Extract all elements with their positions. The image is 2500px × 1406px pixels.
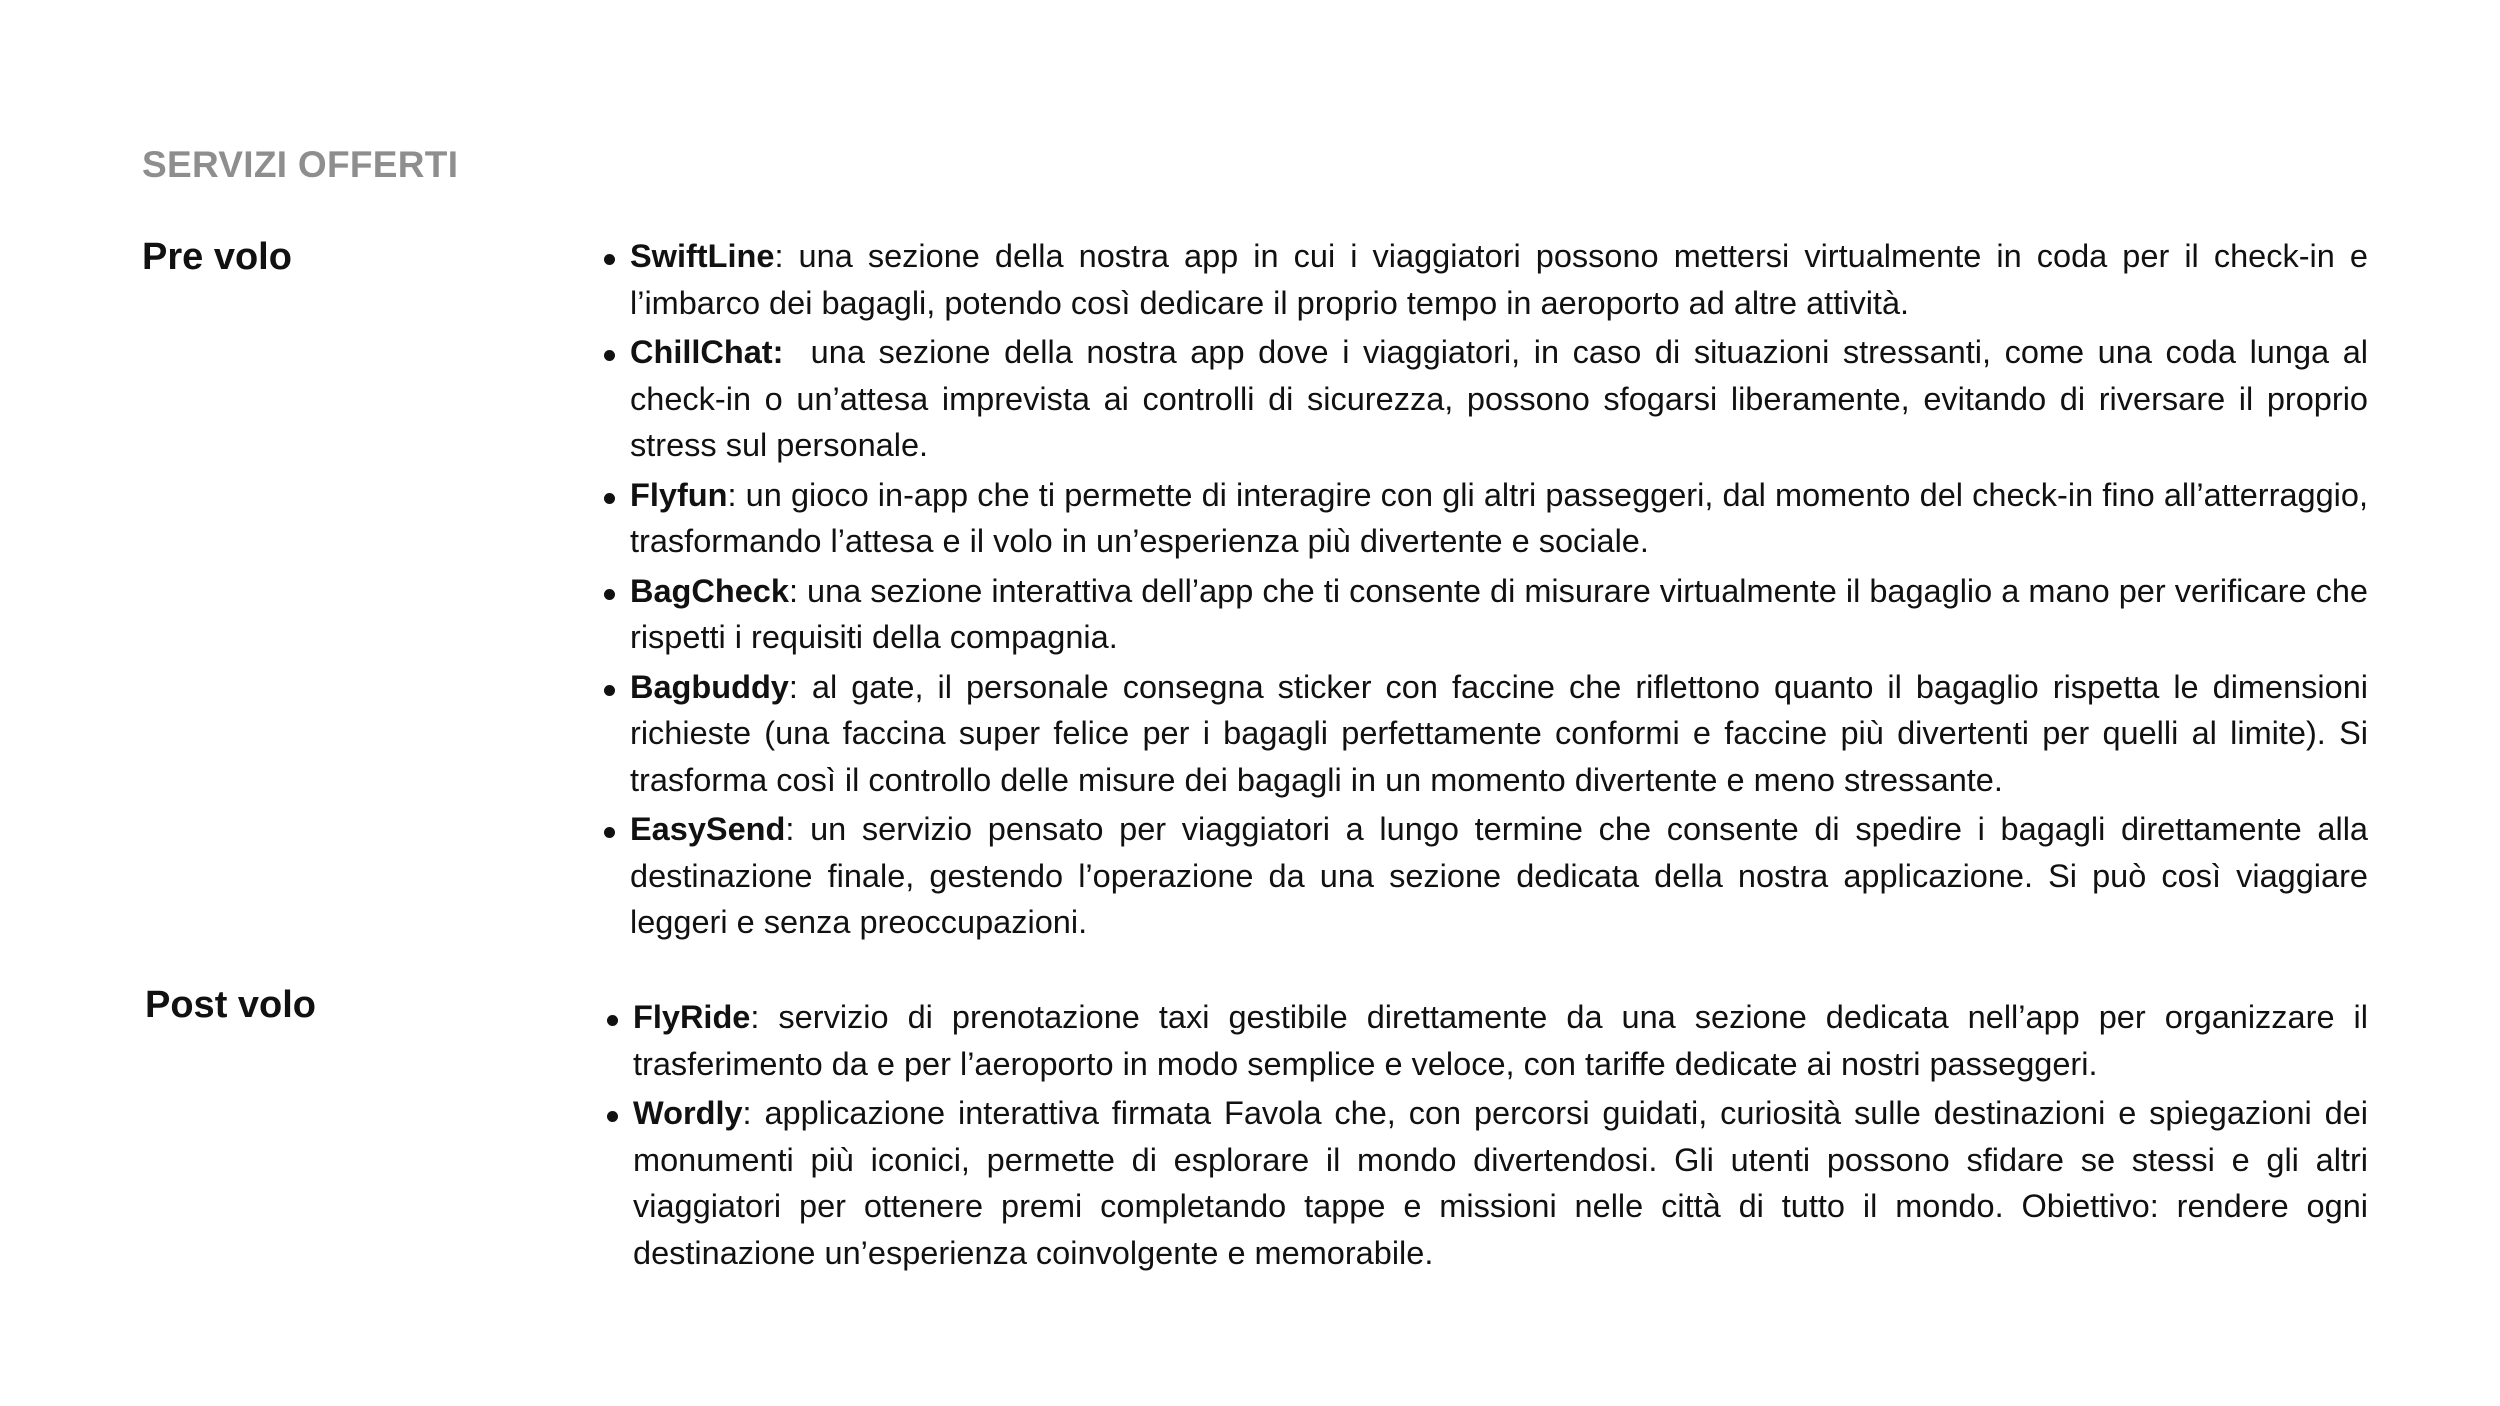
page-title: SERVIZI OFFERTI xyxy=(142,144,459,185)
service-description: un servizio pensato per viaggiatori a lungo termine che consente di spedire i bagagli direttamente alla destinazione finale, gestendo l’operazione da una sezione dedicata della nostra applicazione. Si può così viaggiare leggeri e senza preoccupazioni. xyxy=(630,811,2368,940)
service-description: servizio di prenotazione taxi gestibile direttamente da una sezione dedicata nell’app per organizzare il trasferimento da e per l’aeroporto in modo semplice e veloce, con tariffe dedicate ai nostri passeggeri. xyxy=(633,999,2368,1082)
service-item-flyride xyxy=(633,994,2368,1087)
service-separator: : xyxy=(785,811,795,847)
bullet-icon xyxy=(607,1015,618,1026)
service-item-swiftline xyxy=(630,233,2368,326)
service-item-bagbuddy xyxy=(630,664,2368,804)
bullet-icon xyxy=(604,589,615,600)
bullet-icon xyxy=(607,1111,618,1122)
service-name: EasySend xyxy=(630,811,786,847)
service-description: un gioco in-app che ti permette di interagire con gli altri passeggeri, dal momento del check-in fino all’atterraggio, trasformando l’attesa e il volo in un’esperienza più divertente e sociale. xyxy=(630,476,2368,559)
service-separator: : xyxy=(750,999,760,1035)
bullet-icon xyxy=(604,350,615,361)
bullet-icon xyxy=(604,685,615,696)
service-name: SwiftLine xyxy=(630,238,775,274)
bullet-icon xyxy=(604,493,615,504)
service-list-pre-volo xyxy=(630,233,2378,949)
service-item-bagcheck xyxy=(630,568,2368,661)
service-item-chillchat xyxy=(630,329,2378,469)
bullet-icon xyxy=(604,827,615,838)
service-name: FlyRide xyxy=(633,999,751,1035)
service-separator: : xyxy=(788,668,798,705)
section-label-post-volo: Post volo xyxy=(145,984,317,1026)
service-description: una sezione della nostra app in cui i viaggiatori possono mettersi virtualmente in coda per il check-in e l’imbarco dei bagagli, potendo così dedicare il proprio tempo in aeroporto ad altre attività. xyxy=(630,238,2368,321)
service-separator: : xyxy=(727,476,737,513)
service-description: al gate, il personale consegna sticker con faccine che riflettono quanto il bagaglio rispetta le dimensioni richieste (una faccina super felice per i bagagli perfettamente conformi e faccine più divertenti per quelli al limite). Si trasforma così il controllo delle misure dei bagagli in un momento divertente e meno stressante. xyxy=(630,668,2368,798)
service-description: applicazione interattiva firmata Favola che, con percorsi guidati, curiosità sulle destinazioni e spiegazioni dei monumenti più iconici, permette di esplorare il mondo divertendosi. Gli utenti possono sfidare se stessi e gli altri viaggiatori per ottenere premi completando tappe e missioni nelle città di tutto il mondo. Obiettivo: rendere ogni destinazione un’esperienza coinvolgente e memorabile. xyxy=(633,1095,2368,1271)
service-list-post-volo xyxy=(633,994,2368,1279)
service-description: una sezione della nostra app dove i viaggiatori, in caso di situazioni stressanti, come una coda lunga al check-in o un’attesa imprevista ai controlli di sicurezza, possono sfogarsi liberamente, evitando di riversare il proprio stress sul personale. xyxy=(630,334,2378,463)
service-separator: : xyxy=(788,572,798,609)
service-name: Bagbuddy xyxy=(630,668,789,705)
service-name: BagCheck xyxy=(630,572,789,609)
service-separator: : xyxy=(742,1095,752,1131)
service-item-easysend xyxy=(630,806,2368,946)
service-name: Wordly xyxy=(633,1095,743,1131)
service-name: Flyfun xyxy=(630,476,728,513)
service-separator: : xyxy=(774,238,784,274)
service-name: ChillChat: xyxy=(630,334,784,370)
service-description: una sezione interattiva dell’app che ti consente di misurare virtualmente il bagaglio a mano per verificare che rispetti i requisiti della compagnia. xyxy=(630,572,2368,655)
section-label-pre-volo: Pre volo xyxy=(142,236,292,278)
service-item-flyfun xyxy=(630,472,2368,565)
service-item-wordly xyxy=(633,1090,2368,1276)
bullet-icon xyxy=(604,254,615,265)
